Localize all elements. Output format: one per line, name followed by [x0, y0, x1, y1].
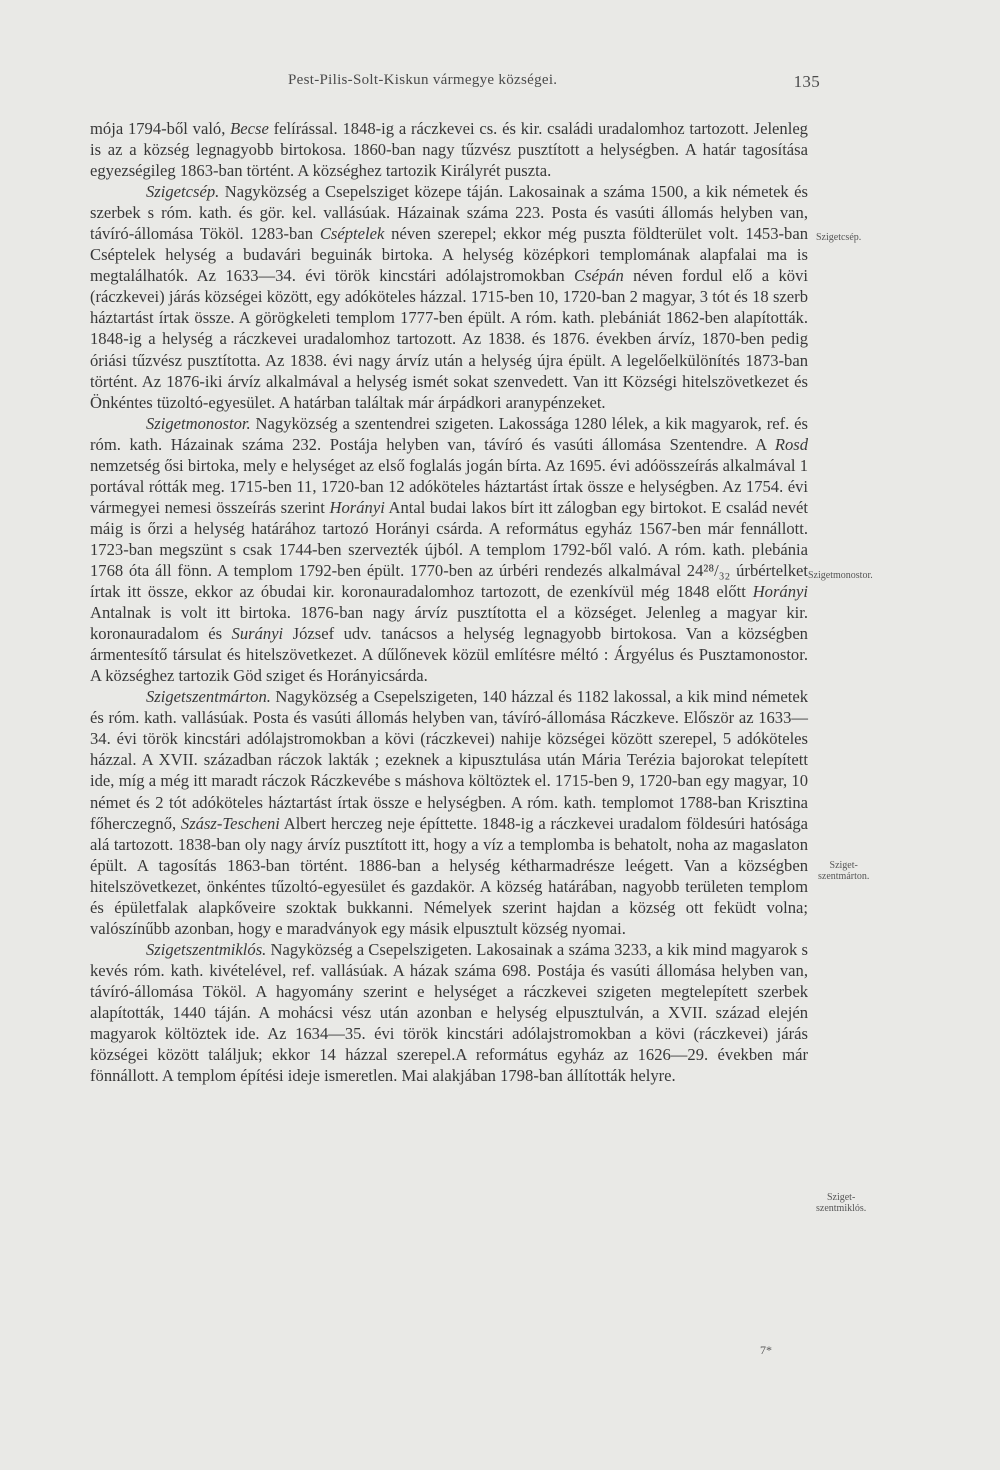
- italic-term: Csépán: [574, 266, 624, 286]
- italic-term: Szász-Tescheni: [180, 813, 280, 833]
- paragraph-becse-continuation: [90, 118, 808, 181]
- italic-term: Horányi: [329, 497, 385, 517]
- text-run: nemzetség ősi birtoka, mely e helységet az első foglalás jogán bírta. Az 1695. évi adóösszeírás alkalmával 1 portával rótták meg. 1715-ben 11, 1720-ban 12 adóköteles háztartást írtak össze e helységben. Az 1754. évi vármegyei nemesi összeírás szerint: [90, 455, 808, 517]
- italic-term: Horányi: [752, 582, 808, 602]
- italic-term: Rosd: [774, 434, 808, 454]
- text-run: Nagyközség a Csepelszigeten. Lakosainak a száma 3233, a kik mind magyarok s kevés róm. kath. kivételével, ref. vallásúak. A házak száma 698. Postája és vasúti állomása helyben van, távíró-állomása Tököl. A hagyomány szerint e helységet a ráczkevei szigeten megtelepített szerbek alapították, 1440 táján. A mohácsi vész után azonban e helység elpusztulván, a XVII. század elején magyarok költöztek ide. Az 1634—35. évi török kincstári adólajstromokban a kövi (ráczkevei) járás községei között találjuk; ekkor 14 házzal szerepel.A református egyház az 1626—29. években már fönnállott. A templom építési ideje ismeretlen. Mai alakjában 1798-ban állították helyre.: [90, 939, 808, 1086]
- text-run: Nagyközség a Csepelszigeten, 140 házzal és 1182 lakossal, a kik mind németek és róm. kath. vallásúak. Posta és vasúti állomás helyben van, távíró-állomása Ráczkeve. Először az 1633—34. évi török kincstári adólajstromokban a kövi (ráczkevei) nahije községei között szerepel, 5 adóköteles házzal. A XVII. században ráczok lakták ; ezeknek a kipusztulása után Mária Terézia bajorokat telepített ide, míg a még itt maradt ráczok Ráczkevébe s máshova költöztek el. 1715-ben 9, 1720-ban egy magyar, 10 német és 2 tót adóköteles háztartást írtak össze e helységben. A róm. kath. templomot 1788-ban Krisztina főherczegnő,: [90, 687, 808, 833]
- italic-term: Cséptelek: [319, 224, 385, 244]
- margin-note-szigetszentmarton: Sziget- szentmárton.: [818, 860, 870, 882]
- text-run: mója 1794-ből való,: [90, 119, 231, 138]
- text-run: néven fordul elő a kövi (ráczkevei) járás községei között, egy adóköteles házzal. 1715-ben 10, 1720-ban 2 magyar, 3 tót és 18 szerb háztartást írtak össze. A görögkeleti templom 1777-ben épült. A róm. kath. plebániát 1862-ben alapították. 1848-ig a helység a ráczkevei uradalomhoz tartozott. Az 1838. és 1876. években árvíz, 1870-ben pedig óriási tűzvész pusztította. Az 1838. évi nagy árvíz után a helység újra épült. A legelőelkülönítés 1873-ban történt. Az 1876-iki árvíz alkalmával a helység ismét sokat szenvedett. Van itt Községi hitelszövetkezet és Önkéntes tüzoltó-egyesület. A határban találtak már árpádkori aranypénzeket.: [90, 266, 808, 412]
- italic-term: Szigetszentmárton.: [146, 687, 271, 707]
- text-run: Nagyközség a szentendrei szigeten. Lakossága 1280 lélek, a kik magyarok, ref. és róm. kath. Házainak száma 232. Postája helyben van, távíró és vasúti állomása Szentendre. A: [90, 413, 808, 454]
- text-run: néven szerepel; ekkor még puszta földterület volt. 1453-ban Cséptelek helység a budavári beguinák birtoka. A helység középkori templomának alapfalai ma is megtalálhatók. Az 1633—34. évi török kincstári adólajstromokban: [90, 224, 809, 286]
- margin-note-szigetcsep: Szigetcsép.: [816, 232, 862, 243]
- running-title: Pest-Pilis-Solt-Kiskun vármegye községei.: [288, 72, 558, 88]
- italic-term: Surányi: [231, 624, 284, 644]
- paragraph-szigetmonostor: [90, 413, 808, 687]
- text-run: Antal budai lakos bírt itt zálogban egy birtokot. E család nevét máig is őrzi a helység határához tartozó Horányi csárda. A református egyház 1567-ben már fennállott. 1723-ban megszünt s csak 1744-ben szervezték újból. A templom 1792-ből való. A róm. kath. plebánia 1768 óta áll fönn. A templom 1792-ben épült. 1770-ben az úrbéri rendezés alkalmával 24²⁸/₃₂ úrbértelket írtak itt össze, ekkor az óbudai kir. koronauradalomhoz tartozott, de ezenkívül még 1848 előtt: [90, 497, 808, 602]
- paragraph-szigetcsep: [90, 181, 808, 413]
- margin-note-szigetszentmiklos: Sziget- szentmiklós.: [816, 1192, 867, 1214]
- text-run: felírással. 1848-ig a ráczkevei cs. és kir. családi uradalomhoz tartozott. Jelenleg is az a község legnagyobb birtokosa. 1860-ban nagy tűzvész pusztított a helységben. A határ tagosítása egyezségileg 1863-ban történt. A községhez tartozik Királyrét puszta.: [90, 119, 808, 181]
- italic-term: Szigetszentmiklós.: [146, 939, 267, 959]
- text-run: Albert herczeg neje építtette. 1848-ig a ráczkevei uradalom földesúri hatósága alá tartozott. 1838-ban oly nagy árvíz pusztított itt, hogy a víz a templomba is behatolt, noha az magaslaton épült. A tagosítás 1863-ban történt. 1886-ban a helység kétharmadrésze leégett. Van a községben hitelszövetkezet, önkéntes tűzoltó-egyesület és gazdakör. A község határában, nagyobb területen templom és épületfalak alapkőveire szoktak bukkanni. Némelyek szerint hajdan a község ott feküdt volna; valószínűbb azonban, hogy e maradványok egy másik elpusztult község nyomai.: [90, 813, 808, 938]
- paragraph-szigetszentmarton: [90, 686, 808, 939]
- text-run: Antalnak is volt itt birtoka. 1876-ban nagy árvíz pusztította el a községet. Jelenleg a magyar kir. koronauradalom és: [90, 603, 808, 644]
- italic-term: Becse: [230, 119, 269, 138]
- text-run: Nagyközség a Csepelsziget közepe táján. Lakosainak a száma 1500, a kik németek és szerbek s róm. kath. és gör. kel. vallásúak. Házainak száma 223. Posta és vasúti állomás helyben van, távíró-állomása Tököl. 1283-ban: [90, 182, 808, 244]
- text-run: József udv. tanácsos a helység legnagyobb birtokosa. Van a községben ármentesítő társulat és hitelszövetkezet. A dűlőnevek közül említésre méltó : Árgyélus és Pusztamonostor. A községhez tartozik Göd sziget és Horányicsárda.: [90, 624, 808, 686]
- signature-mark: 7*: [760, 1343, 772, 1357]
- italic-term: Szigetcsép.: [146, 182, 220, 202]
- italic-term: Szigetmonostor.: [146, 413, 251, 433]
- body-text: [90, 118, 808, 1086]
- paragraph-szigetszentmiklos: [90, 939, 808, 1086]
- page-number: 135: [793, 72, 820, 91]
- margin-note-szigetmonostor: Szigetmonostor.: [808, 570, 873, 581]
